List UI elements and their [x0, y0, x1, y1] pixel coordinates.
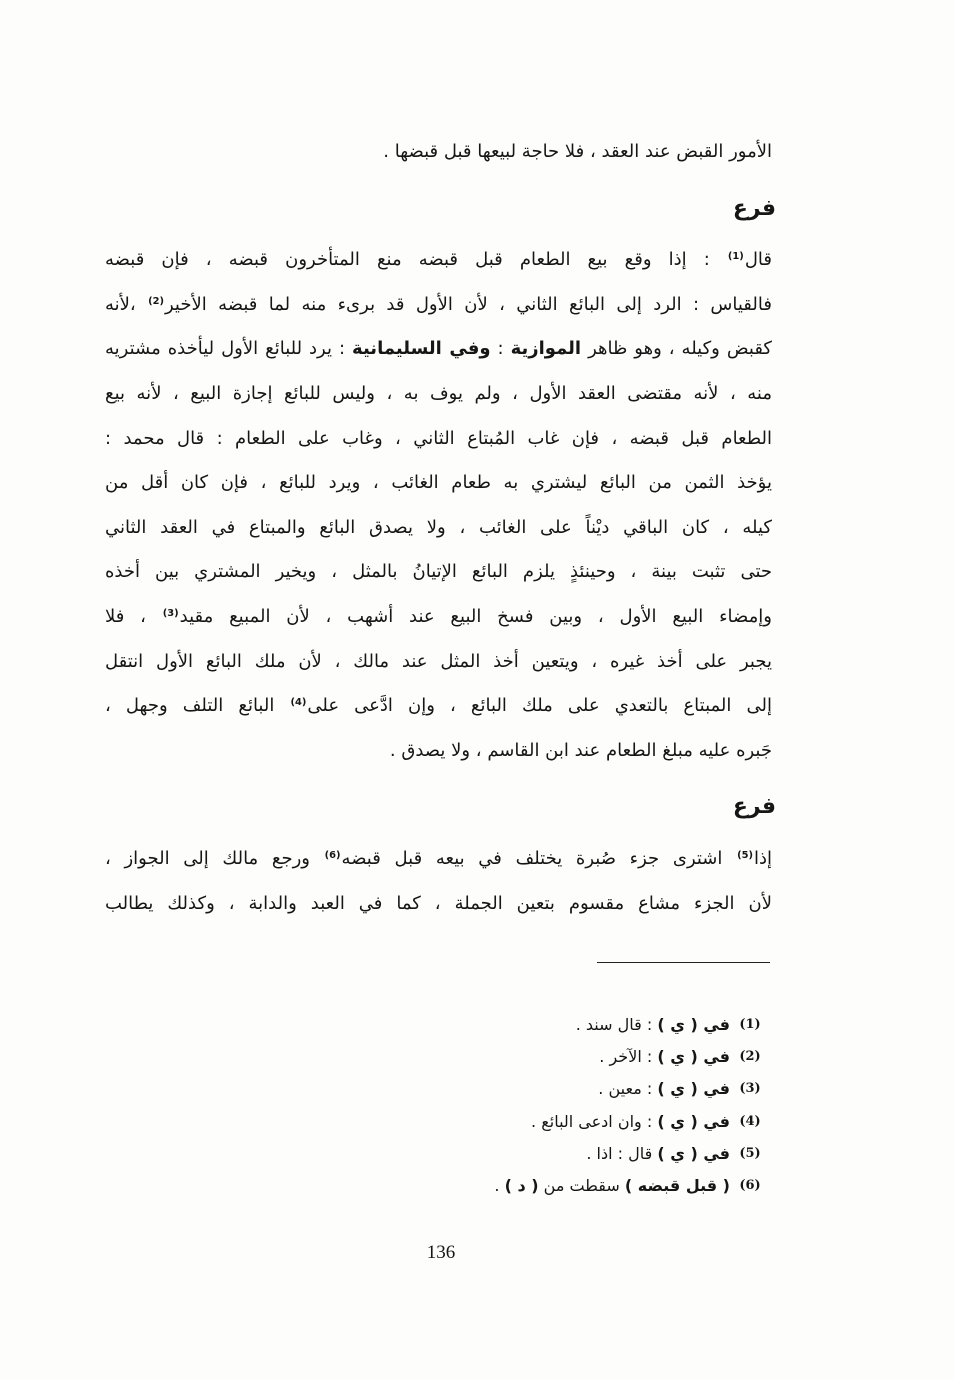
footnote-number: (2)	[739, 1049, 761, 1065]
text-run: منه ، لأنه مقتضى العقد الأول ، ولم يوف به ، وليس للبائع إجازة البيع ، لأنه بيع	[105, 382, 772, 404]
footnote-text	[494, 1170, 730, 1202]
text-line	[105, 729, 772, 774]
text-line	[105, 461, 772, 506]
footnote-ref: (2)	[148, 295, 164, 307]
footnotes	[324, 1009, 764, 1202]
emphasis: ( د )	[504, 1175, 539, 1195]
footnote-ref: (3)	[162, 608, 179, 619]
footnote	[324, 1073, 764, 1105]
text-run: ،لأنه	[105, 293, 148, 315]
text-run: جَبره عليه مبلغ الطعام عند ابن القاسم ، ولا يصدق .	[389, 739, 772, 761]
text-line	[105, 417, 772, 462]
footnote-text	[586, 1138, 730, 1170]
text-run: البائع التلف وجهل ،	[105, 695, 290, 717]
text-line	[105, 882, 772, 927]
section-far	[105, 187, 776, 774]
text-run: : يرد للبائع الأول ليأخذه مشتريه	[105, 338, 353, 360]
emphasis: في ( ي )	[657, 1079, 730, 1099]
footnote-text	[598, 1073, 730, 1105]
footnote-text	[576, 1009, 730, 1041]
text-line	[105, 684, 772, 729]
footnote-text	[599, 1041, 730, 1073]
text-line	[105, 372, 772, 417]
text-run: فالقياس : الرد إلى البائع الثاني ، لأن الأول قد برىء منه لما قبضه الأخير	[165, 293, 772, 315]
text-run: الأمور القبض عند العقد ، فلا حاجة لبيعها قبل قبضها .	[383, 141, 772, 162]
emphasis: ( قبل قبضه )	[624, 1175, 730, 1195]
text-run: سقطت من	[538, 1175, 625, 1195]
main-text	[105, 130, 776, 926]
text-line	[105, 506, 772, 551]
footnote-separator	[597, 962, 770, 963]
emphasis: الموازية	[510, 338, 582, 360]
text-run: : الآخر .	[599, 1047, 658, 1067]
section-heading: فرع	[732, 195, 776, 221]
text-run: : إذا وقع بيع الطعام قبل قبضه منع المتأخرون قبضه ، فإن قبضه	[105, 249, 727, 271]
text-run: قال : اذا .	[586, 1143, 658, 1163]
continued-paragraph	[105, 130, 772, 175]
text-run: يؤخذ الثمن من البائع ليشتري به طعام الغائب ، ويرد للبائع ، فإن كان أقل من	[105, 472, 772, 494]
text-line	[105, 837, 772, 882]
emphasis: في ( ي )	[657, 1015, 730, 1034]
section-far	[105, 785, 776, 926]
text-run: .	[494, 1175, 505, 1195]
text-run: اشترى جزء صُبرة يختلف في بيعه قبل قبضه	[341, 847, 737, 869]
emphasis: وفي السليمانية	[352, 338, 491, 360]
emphasis: في ( ي )	[657, 1143, 730, 1163]
text-run: قال	[744, 249, 772, 271]
text-run: كيله ، كان الباقي ديْناً على الغائب ، ولا يصدق البائع والمبتاع في العقد الثاني	[105, 516, 772, 538]
footnote-number: (3)	[739, 1081, 761, 1097]
emphasis: في ( ي )	[657, 1047, 730, 1067]
footnote	[324, 1170, 764, 1202]
footnote-number: (1)	[739, 1017, 761, 1032]
text-run: ورجع مالك إلى الجواز ،	[105, 847, 324, 869]
text-line	[105, 283, 772, 328]
text-run: :	[490, 338, 511, 360]
text-run: الطعام قبل قبضه ، فإن غاب المُبتاع الثاني ، وغاب على الطعام : قال محمد :	[105, 427, 772, 449]
text-line	[105, 238, 772, 283]
text-run: ، فلا	[105, 605, 162, 627]
text-run: يجبر على أخذ غيره ، ويتعين أخذ المثل عند مالك ، لأن ملك البائع الأول انتقل	[105, 650, 772, 672]
footnote-ref: (5)	[737, 849, 753, 861]
footnote	[324, 1138, 764, 1170]
text-line	[105, 550, 772, 595]
page-number: 136	[426, 1242, 456, 1263]
text-run: : وان ادعى البائع .	[531, 1111, 658, 1131]
footnote-text	[531, 1106, 730, 1138]
footnote-number: (4)	[739, 1113, 761, 1129]
text-line	[105, 640, 772, 685]
text-run: وإمضاء البيع الأول ، وبين فسخ البيع عند أشهب ، لأن المبيع مقيد	[179, 605, 772, 627]
text-run: : قال سند .	[575, 1015, 658, 1034]
footnote-ref: (4)	[290, 697, 307, 709]
text-run: لأن الجزء مشاع مقسوم بتعين الجملة ، كما في العبد والدابة ، وكذلك يطالب	[105, 892, 772, 914]
emphasis: في ( ي )	[657, 1111, 730, 1131]
text-run: حتى تثبت بينة ، وحينئذٍ يلزم البائع الإتيانُ بالمثل ، ويخير المشتري بين أخذه	[105, 561, 772, 583]
text-run: إلى المبتاع بالتعدي على ملك البائع ، وإن ادَّعى على	[307, 695, 772, 717]
footnote	[324, 1041, 764, 1073]
text-line	[105, 595, 772, 640]
text-line	[105, 327, 772, 372]
text-line	[105, 130, 772, 175]
footnote	[324, 1106, 764, 1138]
footnote-number: (6)	[739, 1177, 761, 1193]
text-run: : معين .	[598, 1079, 658, 1099]
footnote	[324, 1009, 764, 1041]
section-heading: فرع	[732, 794, 776, 820]
footnote-ref: (1)	[727, 251, 744, 263]
footnote-ref: (6)	[324, 849, 341, 861]
text-run: كقبض وكيله ، وهو ظاهر	[581, 338, 772, 360]
text-run: إذا	[753, 847, 772, 869]
footnote-number: (5)	[739, 1145, 761, 1161]
